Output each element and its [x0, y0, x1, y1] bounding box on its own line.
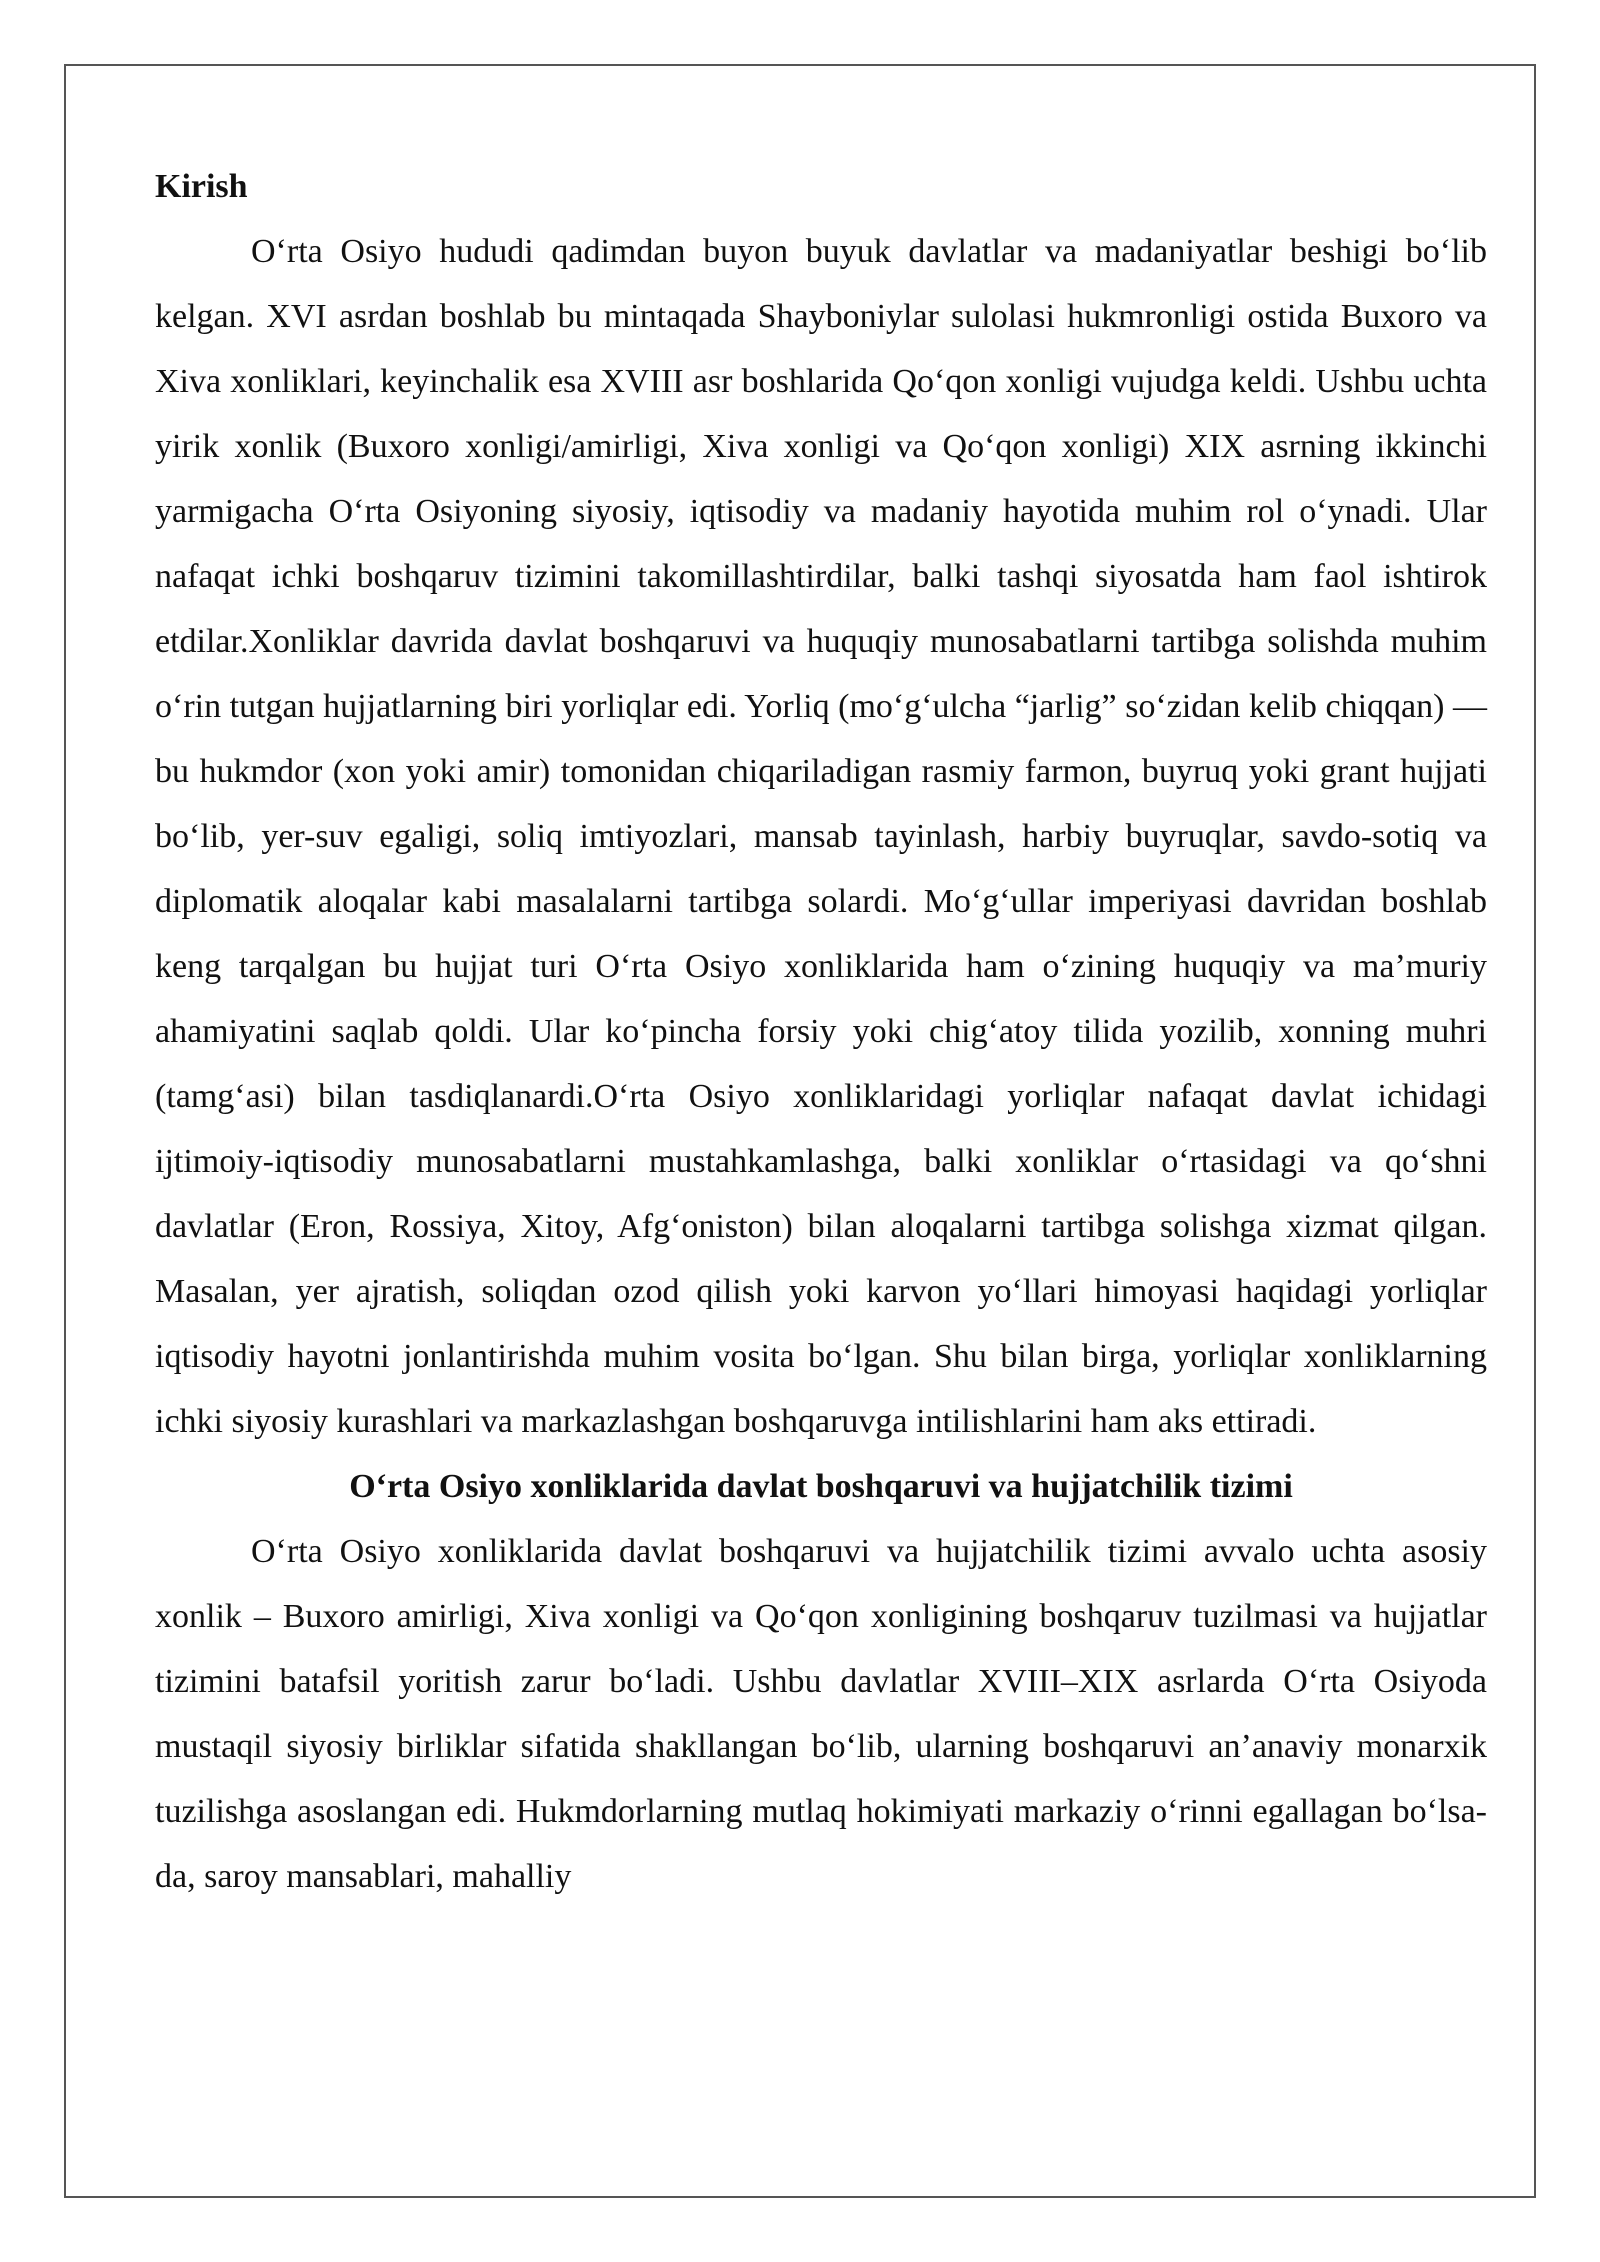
section-heading: O‘rta Osiyo xonliklarida davlat boshqaruvi va hujjatchilik tizimi [349, 1468, 1293, 1505]
intro-heading: Kirish [155, 168, 248, 205]
document-body [155, 154, 1487, 1909]
section-paragraph: O‘rta Osiyo xonliklarida davlat boshqaruvi va hujjatchilik tizimi avvalo uchta asosiy xonlik – Buxoro amirligi, Xiva xonligi va Qo‘qon xonligining boshqaruv tuzilmasi va hujjatlar tizimini batafsil yoritish zarur bo‘ladi. Ushbu davlatlar XVIII–XIX asrlarda O‘rta Osiyoda mustaqil siyosiy birliklar sifatida shakllangan bo‘lib, ularning boshqaruvi an’anaviy monarxik tuzilishga asoslangan edi. Hukmdorlarning mutlaq hokimiyati markaziy o‘rinni egallagan bo‘lsa-da, saroy mansablari, mahalliy [155, 1533, 1487, 1895]
page-frame [64, 64, 1536, 2198]
intro-paragraph: O‘rta Osiyo hududi qadimdan buyon buyuk davlatlar va madaniyatlar beshigi bo‘lib kelgan. XVI asrdan boshlab bu mintaqada Shayboniylar sulolasi hukmronligi ostida Buxoro va Xiva xonliklari, keyinchalik esa XVIII asr boshlarida Qo‘qon xonligi vujudga keldi. Ushbu uchta yirik xonlik (Buxoro xonligi/amirligi, Xiva xonligi va Qo‘qon xonligi) XIX asrning ikkinchi yarmigacha O‘rta Osiyoning siyosiy, iqtisodiy va madaniy hayotida muhim rol o‘ynadi. Ular nafaqat ichki boshqaruv tizimini takomillashtirdilar, balki tashqi siyosatda ham faol ishtirok etdilar.Xonliklar davrida davlat boshqaruvi va huquqiy munosabatlarni tartibga solishda muhim o‘rin tutgan hujjatlarning biri yorliqlar edi. Yorliq (mo‘g‘ulcha “jarlig” so‘zidan kelib chiqqan) — bu hukmdor (xon yoki amir) tomonidan chiqariladigan rasmiy farmon, buyruq yoki grant hujjati bo‘lib, yer-suv egaligi, soliq imtiyozlari, mansab tayinlash, harbiy buyruqlar, savdo-sotiq va diplomatik aloqalar kabi masalalarni tartibga solardi. Mo‘g‘ullar imperiyasi davridan boshlab keng tarqalgan bu hujjat turi O‘rta Osiyo xonliklarida ham o‘zining huquqiy va ma’muriy ahamiyatini saqlab qoldi. Ular ko‘pincha forsiy yoki chig‘atoy tilida yozilib, xonning muhri (tamg‘asi) bilan tasdiqlanardi.O‘rta Osiyo xonliklaridagi yorliqlar nafaqat davlat ichidagi ijtimoiy-iqtisodiy munosabatlarni mustahkamlashga, balki xonliklar o‘rtasidagi va qo‘shni davlatlar (Eron, Rossiya, Xitoy, Afg‘oniston) bilan aloqalarni tartibga solishga xizmat qilgan. Masalan, yer ajratish, soliqdan ozod qilish yoki karvon yo‘llari himoyasi haqidagi yorliqlar iqtisodiy hayotni jonlantirishda muhim vosita bo‘lgan. Shu bilan birga, yorliqlar xonliklarning ichki siyosiy kurashlari va markazlashgan boshqaruvga intilishlarini ham aks ettiradi. [155, 233, 1487, 1440]
